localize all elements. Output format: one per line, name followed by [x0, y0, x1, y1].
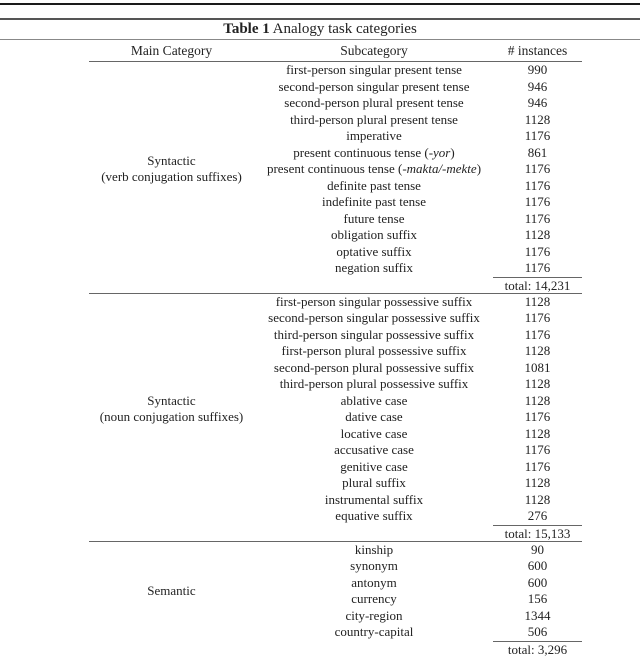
table-row: [89, 128, 582, 145]
table-row: [89, 442, 582, 459]
instances-cell: 1176: [524, 194, 551, 209]
table-row: [89, 492, 582, 509]
table-row: [89, 244, 582, 261]
instances-cell: 506: [527, 624, 548, 639]
subcategory-text-end: ): [450, 144, 455, 160]
instances-cell: 1081: [524, 359, 551, 375]
instances-cell: 1128: [524, 376, 551, 391]
suffix-italic: -yor: [428, 144, 451, 160]
instances-cell: 1128: [524, 491, 551, 507]
header-main-category: Main Category: [130, 43, 213, 58]
header-subcategory: Subcategory: [340, 43, 408, 58]
table-row: [89, 79, 582, 96]
main-category-cell: [89, 583, 254, 600]
subcategory-cell: city-region: [345, 607, 403, 623]
subcategory-cell: third-person plural possessive suffix: [279, 376, 469, 391]
table-row: [89, 112, 582, 129]
table-row: [89, 608, 582, 625]
subcategory-cell: country-capital: [334, 624, 414, 639]
table-row: [89, 62, 582, 79]
table-row: [89, 459, 582, 476]
table-row: [89, 211, 582, 228]
main-category-detail: (noun conjugation suffixes): [99, 409, 244, 424]
table-row: [89, 227, 582, 244]
subcategory-cell: first-person singular possessive suffix: [275, 293, 473, 309]
subcategory-cell: ablative case: [340, 392, 408, 408]
section-total: total: 15,133: [493, 525, 582, 542]
section-total: total: 14,231: [493, 277, 582, 294]
main-category-name: Syntactic: [147, 392, 196, 408]
table-row: [89, 376, 582, 393]
table-body: [89, 62, 582, 657]
table-header-row: [89, 40, 582, 62]
subcategory-cell: first-person singular present tense: [286, 62, 462, 77]
instances-cell: 1176: [524, 243, 551, 259]
instances-cell: 1128: [524, 111, 551, 127]
table-caption-text: Analogy task categories: [269, 21, 417, 37]
instances-cell: 1128: [524, 475, 551, 490]
table-row: [89, 426, 582, 443]
subcategory-cell: definite past tense: [327, 177, 421, 193]
table-row: [89, 294, 582, 311]
instances-cell: 1176: [524, 128, 551, 143]
table-row: [89, 542, 582, 559]
instances-cell: 1176: [524, 326, 551, 342]
subcategory-cell: dative case: [345, 409, 403, 424]
subcategory-cell: indefinite past tense: [322, 194, 426, 209]
instances-cell: 1128: [524, 425, 551, 441]
subcategory-cell: synonym: [350, 558, 398, 573]
instances-cell: 1128: [524, 227, 551, 242]
subcategory-cell: locative case: [340, 425, 408, 441]
instances-cell: 1176: [524, 210, 551, 226]
table-row: [89, 360, 582, 377]
subcategory-cell: [254, 145, 494, 162]
subcategory-cell: antonym: [351, 574, 397, 590]
main-category-name: Syntactic: [147, 152, 196, 168]
table-row: [89, 260, 582, 277]
instances-cell: 1176: [524, 458, 551, 474]
table-row: [89, 95, 582, 112]
main-category-name: Semantic: [147, 582, 196, 598]
table-row: [89, 343, 582, 360]
table-section: [89, 294, 582, 542]
instances-cell: 861: [527, 144, 548, 160]
subcategory-cell: obligation suffix: [330, 227, 418, 242]
table-caption-label: Table 1: [223, 21, 270, 37]
subcategory-cell: second-person singular possessive suffix: [268, 310, 480, 325]
subcategory-cell: second-person plural possessive suffix: [273, 359, 475, 375]
subcategory-cell: second-person singular present tense: [278, 78, 470, 94]
subcategory-cell: negation suffix: [334, 260, 414, 275]
subcategory-cell: [254, 161, 494, 178]
table-row: [89, 327, 582, 344]
subcategory-cell: imperative: [346, 128, 402, 143]
subcategory-cell: instrumental suffix: [324, 491, 424, 507]
analogy-table: [89, 40, 582, 657]
main-category-cell: [89, 393, 254, 426]
subcategory-cell: future tense: [343, 210, 405, 226]
total-row: [89, 641, 582, 657]
instances-cell: 1176: [524, 409, 551, 424]
table-row: [89, 624, 582, 641]
instances-cell: 600: [527, 558, 548, 573]
instances-cell: 276: [527, 508, 548, 523]
page-top-rule: [0, 3, 640, 5]
subcategory-cell: kinship: [354, 541, 394, 557]
table-row: [89, 508, 582, 525]
instances-cell: 156: [527, 591, 548, 606]
instances-cell: 1344: [524, 607, 551, 623]
subcategory-cell: first-person plural possessive suffix: [281, 343, 467, 358]
subcategory-text: present continuous tense (: [266, 161, 403, 176]
subcategory-cell: plural suffix: [342, 475, 406, 490]
subcategory-cell: third-person singular possessive suffix: [273, 326, 475, 342]
suffix-italic: -makta/-mekte: [402, 161, 477, 176]
instances-cell: 1176: [524, 177, 551, 193]
total-row: [89, 277, 582, 293]
subcategory-cell: second-person plural present tense: [284, 95, 464, 110]
subcategory-text-end: ): [476, 161, 482, 176]
main-category-detail: (verb conjugation suffixes): [101, 169, 242, 185]
table-row: [89, 475, 582, 492]
main-category-cell: [89, 153, 254, 186]
section-total: total: 3,296: [493, 641, 582, 658]
table-section: [89, 542, 582, 657]
instances-cell: 946: [527, 95, 548, 110]
instances-cell: 1176: [524, 161, 551, 176]
header-instances: # instances: [507, 43, 568, 58]
instances-cell: 1128: [524, 293, 551, 309]
instances-cell: 1176: [524, 310, 551, 325]
instances-cell: 990: [527, 62, 548, 77]
subcategory-cell: third-person plural present tense: [290, 111, 458, 127]
table-row: [89, 194, 582, 211]
subcategory-cell: optative suffix: [336, 243, 412, 259]
subcategory-cell: genitive case: [340, 458, 408, 474]
instances-cell: 90: [531, 541, 544, 557]
instances-cell: 600: [527, 574, 548, 590]
table-section: [89, 62, 582, 294]
table-row: [89, 558, 582, 575]
subcategory-text: present continuous tense (: [293, 144, 429, 160]
instances-cell: 1176: [524, 260, 551, 275]
subcategory-cell: currency: [351, 591, 397, 606]
subcategory-cell: equative suffix: [335, 508, 413, 523]
instances-cell: 1128: [524, 343, 551, 358]
instances-cell: 946: [527, 78, 548, 94]
table-row: [89, 310, 582, 327]
instances-cell: 1128: [524, 392, 551, 408]
total-row: [89, 525, 582, 541]
table-caption: [0, 20, 640, 39]
instances-cell: 1176: [524, 442, 551, 457]
subcategory-cell: accusative case: [334, 442, 414, 457]
